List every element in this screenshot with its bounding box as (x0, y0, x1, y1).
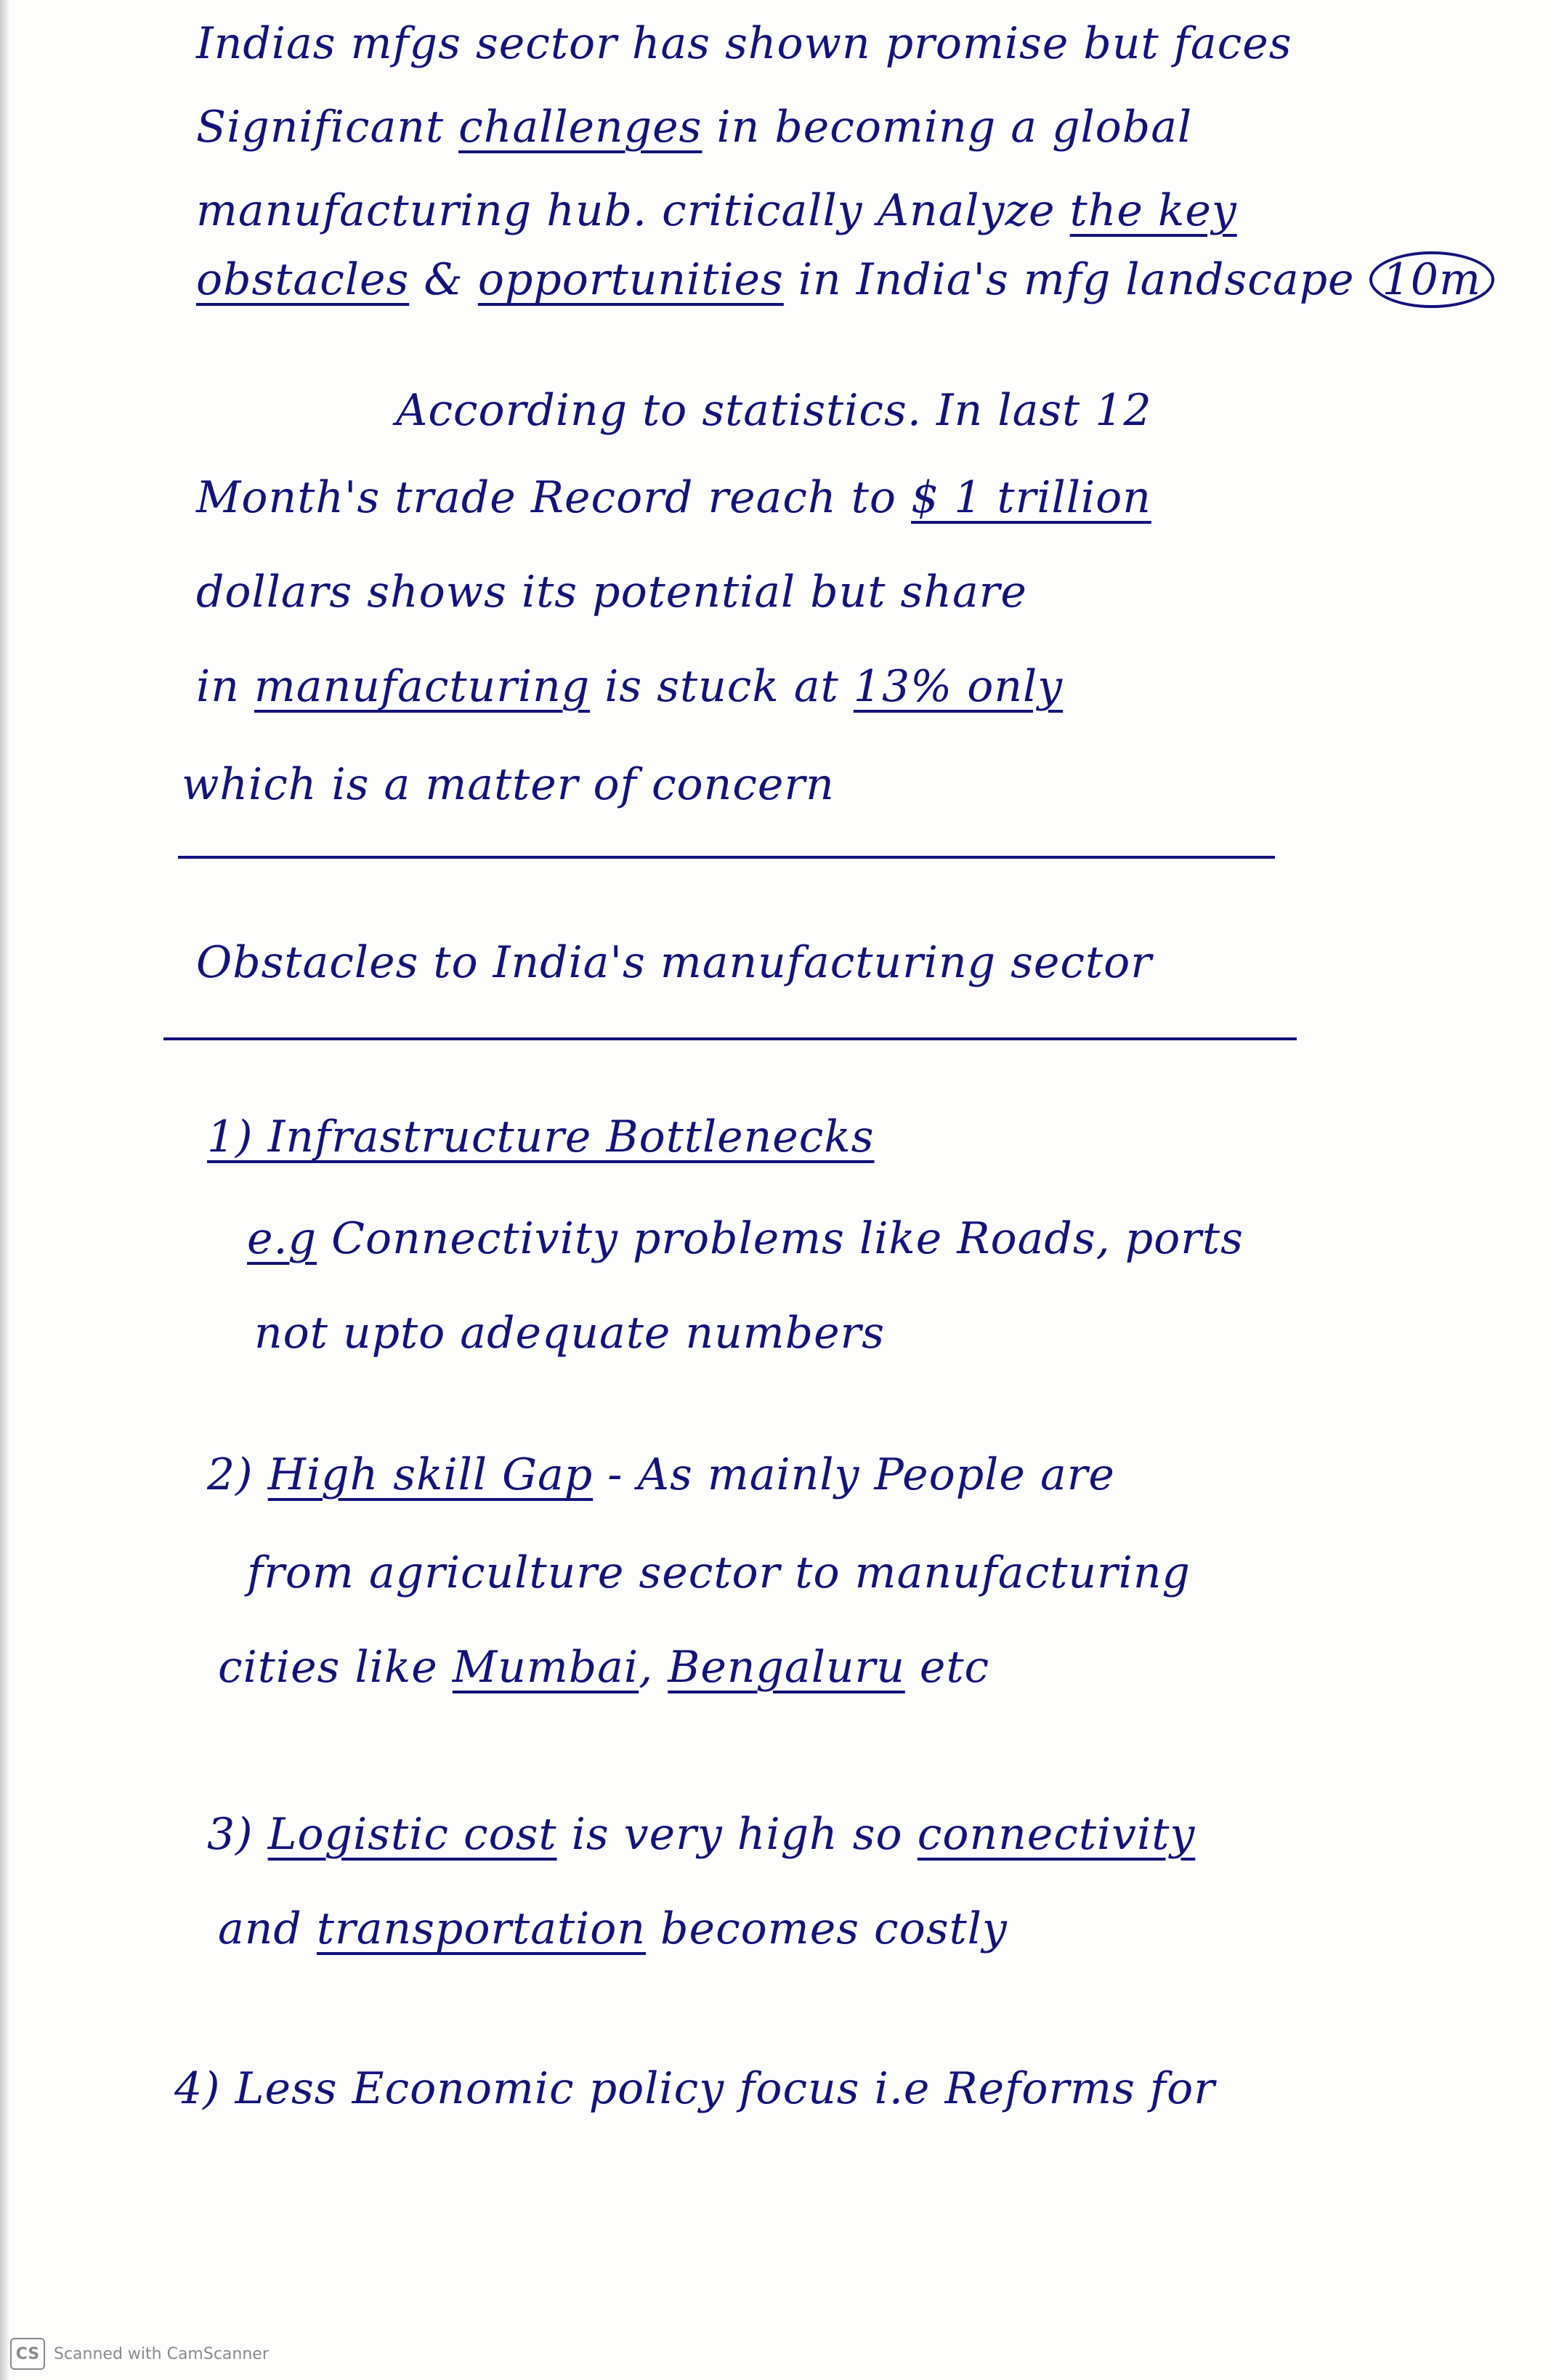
intro-line-4 (196, 657, 1063, 716)
point-number: 2) (207, 1449, 268, 1500)
point-2-line-3 (218, 1638, 989, 1696)
underlined-value: $ 1 trillion (911, 472, 1151, 523)
intro-line-3 (196, 563, 1027, 621)
underlined-word: challenges (458, 102, 702, 153)
intro-text: Month's trade Record reach to (196, 472, 912, 523)
point-2-line-2 (247, 1544, 1191, 1602)
heading-text: Obstacles to India's manufacturing sector (196, 937, 1152, 988)
question-text: Significant (196, 102, 459, 153)
question-line-1 (196, 15, 1292, 73)
question-text: in becoming a global (702, 102, 1193, 153)
point-text: and (218, 1903, 317, 1954)
underlined-word: connectivity (917, 1809, 1196, 1860)
intro-line-2 (196, 469, 1151, 527)
underlined-value: 13% only (853, 661, 1064, 712)
point-text: from agriculture sector to manufacturing (247, 1547, 1191, 1598)
separator-rule (178, 856, 1275, 859)
question-line-4 (196, 251, 1494, 309)
point-text: Connectivity problems like Roads, ports (317, 1213, 1244, 1264)
question-text: in India's mfg landscape (783, 254, 1355, 305)
point-3-line-1 (207, 1805, 1195, 1863)
intro-line-1 (396, 381, 1152, 440)
intro-text: dollars shows its potential but share (196, 567, 1027, 618)
point-1-line-1 (247, 1210, 1244, 1268)
question-text: & (409, 254, 478, 305)
underlined-city: Mumbai (452, 1642, 639, 1693)
camscanner-logo-icon: CS (10, 2338, 45, 2370)
eg-label: e.g (247, 1213, 317, 1264)
point-3-line-2 (218, 1900, 1008, 1958)
separator-rule (163, 1037, 1297, 1040)
intro-text: is stuck at (590, 661, 854, 712)
underlined-word: transportation (316, 1903, 647, 1954)
point-4-line-1 (174, 2060, 1215, 2118)
marks-circle: 10m (1369, 251, 1494, 308)
question-text: manufacturing hub. critically Analyze (196, 185, 1070, 236)
point-text: is very high so (556, 1809, 918, 1860)
point-text: , (639, 1642, 668, 1693)
underlined-word: obstacles (196, 254, 410, 305)
camscanner-text: Scanned with CamScanner (54, 2344, 269, 2363)
question-line-2 (196, 98, 1192, 156)
intro-text: According to statistics. In last 12 (396, 385, 1152, 436)
point-1-line-2 (254, 1304, 885, 1362)
page-edge-shadow (0, 0, 10, 2380)
camscanner-footer (10, 2338, 269, 2370)
underlined-city: Bengaluru (668, 1642, 905, 1693)
point-title: High skill Gap (267, 1449, 594, 1500)
point-text: cities like (218, 1642, 453, 1693)
point-title: 1) Infrastructure Bottlenecks (207, 1112, 875, 1162)
point-number: 3) (207, 1809, 268, 1860)
point-text: etc (904, 1642, 990, 1693)
underlined-word: manufacturing (254, 661, 591, 712)
point-text: - As mainly People are (593, 1449, 1115, 1500)
point-text: 4) Less Economic policy focus i.e Reforms for (174, 2063, 1215, 2114)
point-2-line-1 (207, 1446, 1115, 1504)
point-1-title (207, 1108, 875, 1166)
underlined-word: opportunities (477, 254, 784, 305)
intro-text: which is a matter of concern (182, 759, 835, 810)
point-title: Logistic cost (267, 1809, 557, 1860)
question-text: Indias mfgs sector has shown promise but faces (196, 18, 1292, 69)
section-heading (196, 934, 1152, 992)
intro-text: in (196, 661, 254, 712)
question-line-3 (196, 182, 1237, 240)
point-text: becomes costly (646, 1903, 1008, 1954)
underlined-word: the key (1069, 185, 1237, 236)
point-text: not upto adequate numbers (254, 1308, 886, 1359)
intro-line-5 (182, 756, 835, 814)
